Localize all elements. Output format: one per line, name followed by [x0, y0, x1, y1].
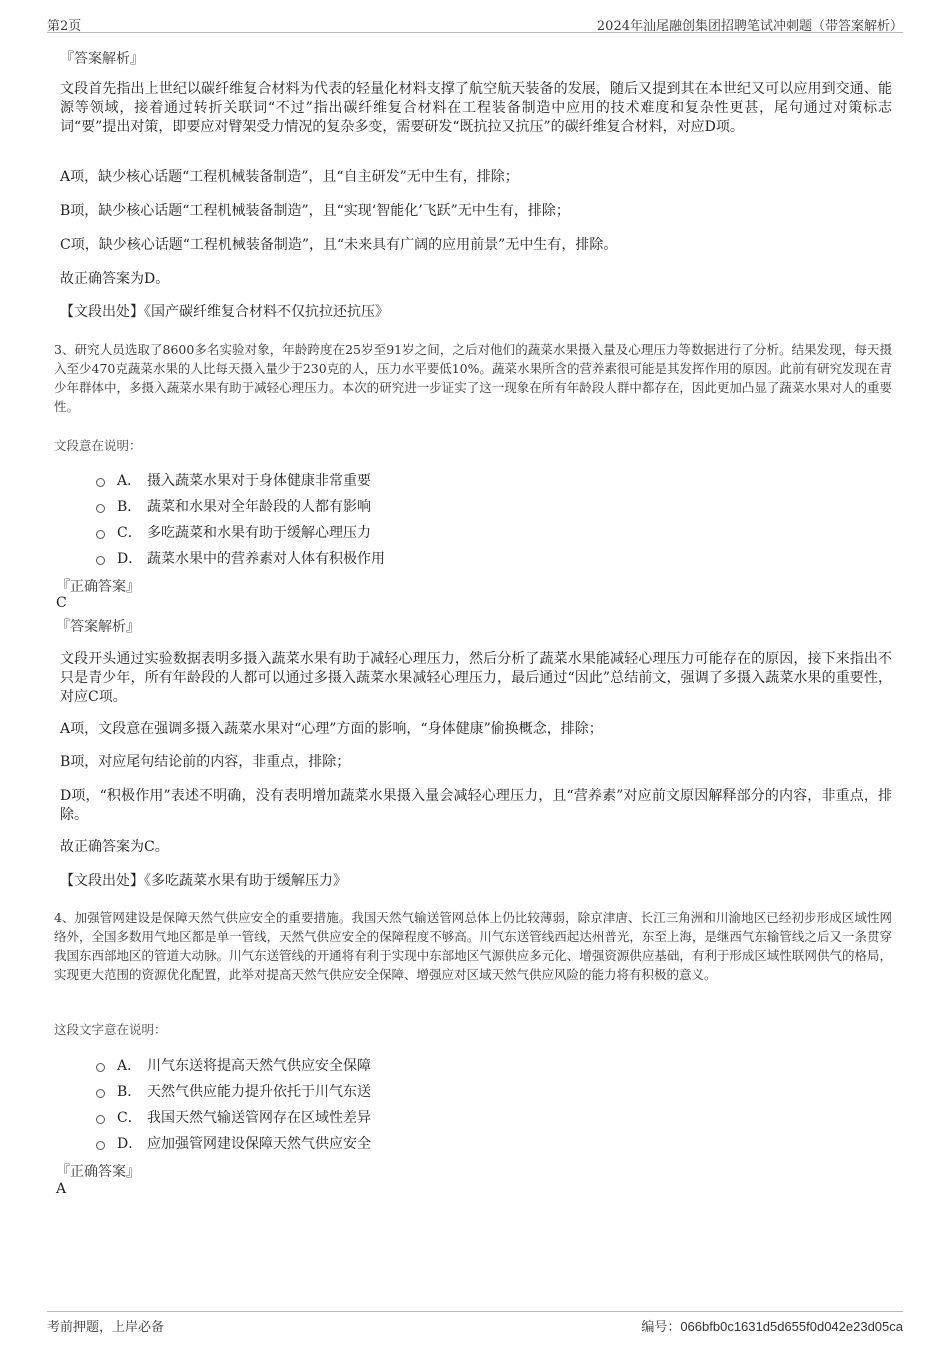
- question-4-option-c[interactable]: C． 我国天然气输送管网存在区域性差异: [96, 1107, 371, 1127]
- conclusion: 故正确答案为D。: [60, 271, 170, 287]
- question-3-option-c[interactable]: C． 多吃蔬菜和水果有助于缓解心理压力: [96, 522, 371, 542]
- question-3-option-a[interactable]: A． 摄入蔬菜水果对于身体健康非常重要: [96, 470, 371, 490]
- analysis-label: 『答案解析』: [60, 51, 144, 67]
- analysis-label: 『答案解析』: [56, 619, 140, 635]
- option-a-explanation: A项，文段意在强调多摄入蔬菜水果对“心理”方面的影响，“身体健康”偷换概念，排除；: [60, 721, 603, 737]
- footer-slogan: 考前押题，上岸必备: [47, 1320, 165, 1335]
- question-4-option-d[interactable]: D． 应加强管网建设保障天然气供应安全: [96, 1133, 371, 1153]
- source: 【文段出处】《多吃蔬菜水果有助于缓解压力》: [60, 873, 347, 889]
- option-a-explanation: A项，缺少核心话题“工程机械装备制造”，且“自主研发”无中生有，排除；: [60, 169, 519, 185]
- question-4-stem: 4、加强管网建设是保障天然气供应安全的重要措施。我国天然气输送管网总体上仍比较薄弱，除京津唐、长江三角洲和川渝地区已经初步形成区域性网络外，全国多数用气地区都是单一管线，天然气供应安全的保障程度不够高。川气东送管线西起达州普光，东至上海，是继西气东输管线之后又一条贯穿我国东西部地区的管道大动脉。川气东送管线的开通将有利于实现中东部地区气源供应多元化、增强资源供应基础，有利于形成区域性联网供气的格局，实现更大范围的资源优化配置，此举对提高天然气供应安全保障、增强应对区域天然气供应风险的能力将有积极的意义。: [54, 910, 892, 982]
- correct-answer: A: [56, 1181, 67, 1197]
- question-3-option-b[interactable]: B． 蔬菜和水果对全年龄段的人都有影响: [96, 496, 371, 516]
- page-number: 第2页: [47, 19, 82, 34]
- radio-icon[interactable]: [96, 1089, 105, 1098]
- radio-icon[interactable]: [96, 1115, 105, 1124]
- radio-icon[interactable]: [96, 1141, 105, 1150]
- correct-answer-label: 『正确答案』: [56, 1164, 140, 1180]
- question-3-option-d[interactable]: D． 蔬菜水果中的营养素对人体有积极作用: [96, 548, 385, 568]
- page-header: [47, 12, 903, 33]
- radio-icon[interactable]: [96, 1063, 105, 1072]
- question-3-prompt: 文段意在说明：: [54, 438, 142, 453]
- analysis-paragraph: 文段开头通过实验数据表明多摄入蔬菜水果有助于减轻心理压力，然后分析了蔬菜水果能减轻心理压力可能存在的原因，接下来指出不只是青少年，所有年龄段的人都可以通过多摄入蔬菜水果减轻心理压力，最后通过“因此”总结前文，强调了多摄入蔬菜水果的重要性，对应C项。: [60, 651, 892, 705]
- question-3-stem: 3、研究人员选取了8600多名实验对象，年龄跨度在25岁至91岁之间，之后对他们的蔬菜水果摄入量及心理压力等数据进行了分析。结果发现，每天摄入至少470克蔬菜水果的人比每天摄入量少于230克的人，压力水平要低10%。蔬菜水果所含的营养素很可能是其发挥作用的原因。此前有研究发现在青少年群体中，多摄入蔬菜水果有助于减轻心理压力。本次的研究进一步证实了这一现象在所有年龄段人群中都存在，因此更加凸显了蔬菜水果对人的重要性。: [54, 342, 893, 414]
- option-c-explanation: C项，缺少核心话题“工程机械装备制造”，且“未来具有广阔的应用前景”无中生有，排除。: [60, 237, 618, 253]
- page-footer: [47, 1311, 903, 1334]
- correct-answer-label: 『正确答案』: [56, 579, 140, 595]
- document-code: 编号：066bfb0c1631d5d655f0d042e23d05ca: [641, 1319, 903, 1335]
- question-4-option-a[interactable]: A． 川气东送将提高天然气供应安全保障: [96, 1055, 371, 1075]
- radio-icon[interactable]: [96, 478, 105, 487]
- option-b-explanation: B项，对应尾句结论前的内容，非重点，排除；: [60, 754, 351, 770]
- source: 【文段出处】《国产碳纤维复合材料不仅抗拉还抗压》: [60, 304, 389, 320]
- option-d-explanation: D项，“积极作用”表述不明确，没有表明增加蔬菜水果摄入量会减轻心理压力，且“营养素”对应前文原因解释部分的内容，非重点，排除。: [60, 788, 892, 823]
- analysis-paragraph: 文段首先指出上世纪以碳纤维复合材料为代表的轻量化材料支撑了航空航天装备的发展，随后又提到其在本世纪又可以应用到交通、能源等领域，接着通过转折关联词“不过”指出碳纤维复合材料在工程装备制造中应用的技术难度和复杂性更甚，尾句通过对策标志词“要”提出对策，即要应对臂架受力情况的复杂多变，需要研发“既抗拉又抗压”的碳纤维复合材料，对应D项。: [60, 81, 892, 135]
- radio-icon[interactable]: [96, 556, 105, 565]
- question-4-option-b[interactable]: B． 天然气供应能力提升依托于川气东送: [96, 1081, 371, 1101]
- question-4-prompt: 这段文字意在说明：: [54, 1022, 167, 1037]
- radio-icon[interactable]: [96, 530, 105, 539]
- option-b-explanation: B项，缺少核心话题“工程机械装备制造”，且“实现‘智能化’飞跃”无中生有，排除；: [60, 203, 570, 219]
- conclusion: 故正确答案为C。: [60, 839, 169, 855]
- correct-answer: C: [56, 595, 67, 611]
- document-title: 2024年汕尾融创集团招聘笔试冲刺题（带答案解析）: [596, 19, 903, 34]
- radio-icon[interactable]: [96, 504, 105, 513]
